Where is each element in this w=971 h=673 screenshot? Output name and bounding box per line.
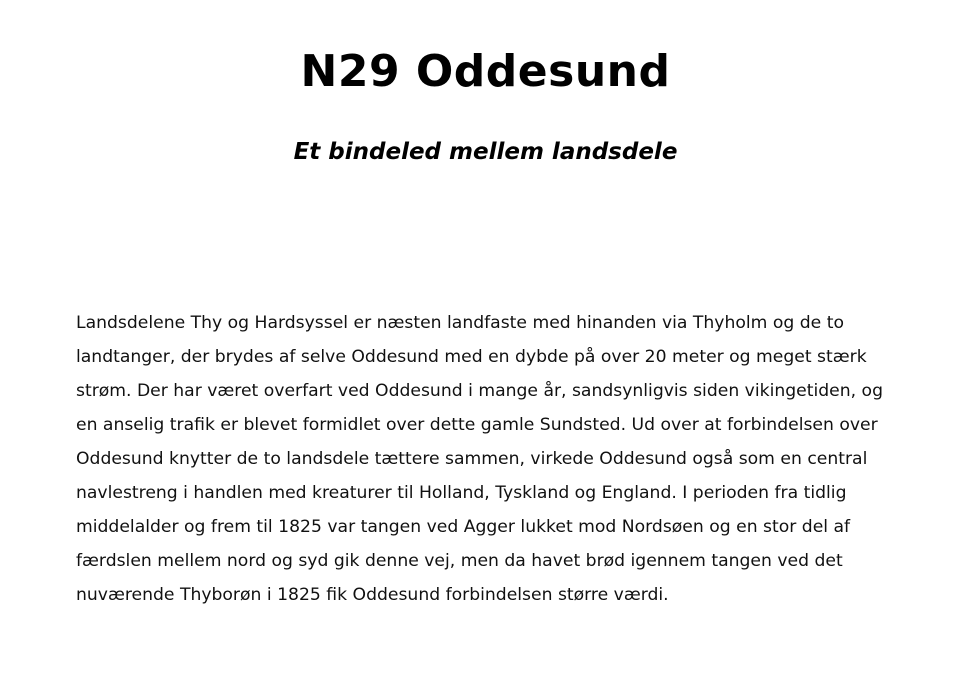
page-title: N29 Oddesund xyxy=(300,46,671,97)
body-paragraph: Landsdelene Thy og Hardsyssel er næsten landfaste med hinanden via Thyholm og de to landtanger, der brydes af selve Oddesund med en dybde på over 20 meter og meget stærk strøm. Der har været overfart ved Oddesund i mange år, sandsynligvis siden vikingetiden, og en anselig trafik er blevet formidlet over dette gamle Sundsted. Ud over at forbindelsen over Oddesund knytter de to landsdele tættere sammen, virkede Oddesund også som en central navlestreng i handlen med kreaturer til Holland, Tyskland og England. I perioden fra tidlig middelalder og frem til 1825 var tangen ved Agger lukket mod Nordsøen og en stor del af færdslen mellem nord og syd gik denne vej, men da havet brød igennem tangen ved det nuværende Thyborøn i 1825 fik Oddesund forbindelsen større værdi. xyxy=(76,313,883,605)
page-subtitle: Et bindeled mellem landsdele xyxy=(293,139,678,165)
